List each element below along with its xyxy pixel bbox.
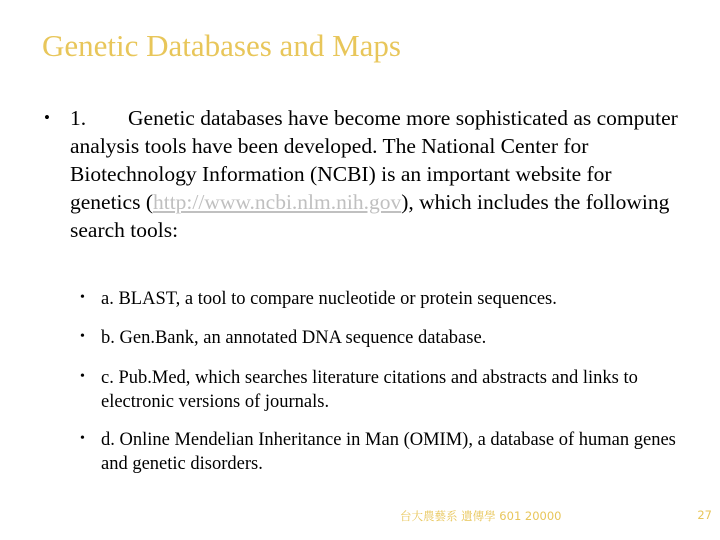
sub-bullet-genbank — [80, 326, 680, 350]
page-number: 27 — [697, 508, 712, 522]
bullet-marker: • — [44, 108, 50, 127]
sub-bullet-omim — [80, 428, 680, 476]
sub-bullet-marker: • — [80, 431, 85, 446]
main-text-before-link: Genetic databases have become more sophisticated as computer analysis tools have been developed. The National Center for Biotechnology Information (NCBI) is an important website for genetics ( — [70, 106, 678, 214]
sub-bullet-text: b. Gen.Bank, an annotated DNA sequence database. — [101, 328, 487, 348]
sub-bullet-text: a. BLAST, a tool to compare nucleotide or protein sequences. — [101, 289, 557, 309]
bullet-number: 1. — [70, 106, 87, 130]
slide-title: Genetic Databases and Maps — [42, 28, 401, 63]
ncbi-link[interactable]: http://www.ncbi.nlm.nih.gov — [152, 190, 402, 214]
main-bullet-text — [70, 104, 684, 244]
sub-bullet-pubmed — [80, 366, 680, 414]
sub-bullet-marker: • — [80, 369, 85, 384]
sub-bullet-marker: • — [80, 290, 85, 305]
main-text-after-link: ), which includes the following search tools: — [70, 190, 670, 242]
main-bullet — [44, 104, 684, 244]
slide-footer: 台大農藝系 遺傳學 601 20000 — [400, 509, 562, 523]
sub-bullet-blast — [80, 287, 680, 311]
sub-bullet-text: d. Online Mendelian Inheritance in Man (OMIM), a database of human genes and genetic disorders. — [101, 430, 676, 474]
sub-bullet-text: c. Pub.Med, which searches literature citations and abstracts and links to electronic versions of journals. — [101, 368, 638, 412]
sub-bullet-marker: • — [80, 329, 85, 344]
